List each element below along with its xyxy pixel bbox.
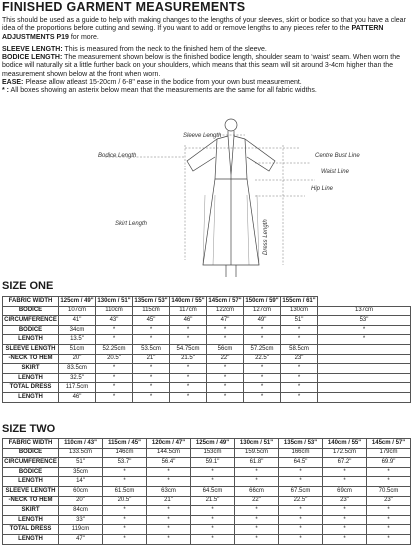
value-cell: * xyxy=(207,335,244,345)
table-row xyxy=(3,316,411,326)
value-cell: * xyxy=(323,525,367,535)
header-cell: 140cm / 55" xyxy=(323,439,367,449)
value-cell: 21.5" xyxy=(191,496,235,506)
value-cell: 61.5cm xyxy=(103,486,147,496)
value-cell: * xyxy=(191,506,235,516)
value-cell: 32.5" xyxy=(59,373,96,383)
table-row xyxy=(3,383,411,393)
value-cell: 69.9" xyxy=(367,458,411,468)
value-cell: 110cm xyxy=(96,306,133,316)
value-cell xyxy=(318,354,411,364)
value-cell: * xyxy=(103,477,147,487)
value-cell: * xyxy=(323,467,367,477)
size-one-heading: SIZE ONE xyxy=(2,280,54,292)
value-cell: * xyxy=(191,525,235,535)
table-row xyxy=(3,506,411,516)
value-cell: 52.25cm xyxy=(96,344,133,354)
value-cell: 51cm xyxy=(59,344,96,354)
sleeve-definition xyxy=(2,46,414,54)
table-row xyxy=(3,525,411,535)
value-cell: * xyxy=(279,515,323,525)
row-label-cell: BODICE xyxy=(3,448,59,458)
garment-diagram xyxy=(95,115,385,285)
header-cell: 135cm / 53" xyxy=(279,439,323,449)
value-cell: * xyxy=(147,515,191,525)
value-cell: * xyxy=(281,364,318,374)
size-two-table xyxy=(2,438,411,545)
value-cell: * xyxy=(244,373,281,383)
value-cell: 70.5cm xyxy=(367,486,411,496)
intro-p1-bold: PATTERN ADJUSTMENTS P19 xyxy=(2,25,384,41)
value-cell: * xyxy=(191,515,235,525)
value-cell: * xyxy=(103,467,147,477)
value-cell xyxy=(318,373,411,383)
row-label-cell: TOTAL DRESS xyxy=(3,383,59,393)
value-cell: * xyxy=(235,515,279,525)
value-cell: * xyxy=(279,477,323,487)
table-row xyxy=(3,364,411,374)
intro-p1: This should be used as a guide to help with making changes to the lengths of your sleeves, skirt or bodice so that you have a clear idea of the proportions before cutting and sewing. If you want to add or remove lengths to any pieces refer to the xyxy=(2,17,406,33)
value-cell: * xyxy=(147,506,191,516)
value-cell: 46" xyxy=(170,316,207,326)
value-cell: * xyxy=(147,467,191,477)
header-cell: FABRIC WIDTH xyxy=(3,297,59,307)
value-cell: 146cm xyxy=(103,448,147,458)
row-label-cell: SKIRT xyxy=(3,364,59,374)
row-label-cell: LENGTH xyxy=(3,335,59,345)
value-cell: 166cm xyxy=(279,448,323,458)
sleeve-length-label: Sleeve Length xyxy=(183,133,222,139)
value-cell: 115cm xyxy=(133,306,170,316)
waist-line-label: Waist Line xyxy=(321,169,349,175)
value-cell: * xyxy=(103,506,147,516)
value-cell: * xyxy=(244,392,281,402)
value-cell: 119cm xyxy=(59,525,103,535)
value-cell: 41" xyxy=(59,316,96,326)
value-cell: 130cm xyxy=(281,306,318,316)
value-cell: 20" xyxy=(59,496,103,506)
table-row xyxy=(3,354,411,364)
row-label-cell: BODICE xyxy=(3,325,59,335)
value-cell: * xyxy=(170,392,207,402)
value-cell: 21.5" xyxy=(170,354,207,364)
value-cell: 21" xyxy=(147,496,191,506)
value-cell: * xyxy=(103,515,147,525)
row-label-cell: BODICE xyxy=(3,467,59,477)
value-cell: * xyxy=(147,525,191,535)
value-cell: 14" xyxy=(59,477,103,487)
row-label-cell: SKIRT xyxy=(3,506,59,516)
value-cell xyxy=(318,392,411,402)
row-label-cell: LENGTH xyxy=(3,515,59,525)
table-row xyxy=(3,306,411,316)
value-cell: 35cm xyxy=(59,467,103,477)
value-cell: 127cm xyxy=(244,306,281,316)
value-cell: * xyxy=(244,325,281,335)
value-cell: * xyxy=(323,515,367,525)
value-cell: 83.5cm xyxy=(59,364,96,374)
header-cell: FABRIC WIDTH xyxy=(3,439,59,449)
value-cell: * xyxy=(281,383,318,393)
table-row xyxy=(3,496,411,506)
bodice-text: The measurement shown below is the finished bodice length, shoulder seam to ‘waist’ seam. When worn the bodice will naturally sit a little further back on your shoulders, which means that this seam will sit around 3-4cm higher than the measurement shown below at the front when worn. xyxy=(2,54,401,78)
value-cell: * xyxy=(281,325,318,335)
value-cell: 53.7" xyxy=(103,458,147,468)
dress-illustration xyxy=(95,115,385,285)
intro-paragraph xyxy=(2,17,414,42)
row-label-cell: -NECK TO HEM xyxy=(3,354,59,364)
value-cell: 61.8" xyxy=(235,458,279,468)
row-label-cell: CIRCUMFERENCE xyxy=(3,316,59,326)
row-label-cell: BODICE xyxy=(3,306,59,316)
header-cell: 145cm / 57" xyxy=(367,439,411,449)
value-cell: 45" xyxy=(133,316,170,326)
value-cell: * xyxy=(244,383,281,393)
value-cell: * xyxy=(133,335,170,345)
value-cell: 53.5cm xyxy=(133,344,170,354)
value-cell: 67.2" xyxy=(323,458,367,468)
sleeve-text: This is measured from the neck to the finished hem of the sleeve. xyxy=(62,45,267,53)
value-cell: * xyxy=(367,467,411,477)
value-cell: 84cm xyxy=(59,506,103,516)
value-cell: 20.5" xyxy=(103,496,147,506)
value-cell xyxy=(318,344,411,354)
value-cell: * xyxy=(281,392,318,402)
bodice-definition xyxy=(2,54,414,79)
value-cell: 34cm xyxy=(59,325,96,335)
header-cell: 120cm / 47" xyxy=(147,439,191,449)
value-cell: 58.5cm xyxy=(281,344,318,354)
value-cell: * xyxy=(207,392,244,402)
value-cell: * xyxy=(96,325,133,335)
value-cell: * xyxy=(133,364,170,374)
value-cell: * xyxy=(367,534,411,544)
value-cell: 159.5cm xyxy=(235,448,279,458)
value-cell: * xyxy=(279,506,323,516)
value-cell: 33" xyxy=(59,515,103,525)
value-cell: * xyxy=(367,506,411,516)
header-cell: 125cm / 49" xyxy=(59,297,96,307)
value-cell: 53" xyxy=(318,316,411,326)
table-row xyxy=(3,392,411,402)
value-cell: 57.25cm xyxy=(244,344,281,354)
value-cell: 23" xyxy=(281,354,318,364)
row-label-cell: SLEEVE LENGTH xyxy=(3,486,59,496)
value-cell: * xyxy=(133,383,170,393)
intro-text xyxy=(2,17,414,96)
page-title: FINISHED GARMENT MEASUREMENTS xyxy=(2,0,246,14)
value-cell: 60cm xyxy=(59,486,103,496)
value-cell: 20.5" xyxy=(96,354,133,364)
value-cell: 117.5cm xyxy=(59,383,96,393)
value-cell: * xyxy=(170,383,207,393)
value-cell: 22" xyxy=(207,354,244,364)
value-cell: * xyxy=(281,373,318,383)
asterisk-definition xyxy=(2,87,414,95)
value-cell: 66cm xyxy=(235,486,279,496)
header-cell: 130cm / 51" xyxy=(96,297,133,307)
value-cell: * xyxy=(279,467,323,477)
value-cell: * xyxy=(323,477,367,487)
value-cell: 54.75cm xyxy=(170,344,207,354)
value-cell: 23" xyxy=(323,496,367,506)
value-cell: * xyxy=(191,477,235,487)
value-cell: * xyxy=(367,477,411,487)
value-cell: 172.5cm xyxy=(323,448,367,458)
value-cell: * xyxy=(281,335,318,345)
table-row xyxy=(3,325,411,335)
table-row xyxy=(3,486,411,496)
value-cell: * xyxy=(170,364,207,374)
row-label-cell: LENGTH xyxy=(3,477,59,487)
value-cell: 179cm xyxy=(367,448,411,458)
value-cell: 64.5" xyxy=(279,458,323,468)
value-cell: * xyxy=(147,534,191,544)
value-cell: 22.5" xyxy=(279,496,323,506)
value-cell: * xyxy=(244,364,281,374)
bodice-term: BODICE LENGTH: xyxy=(2,54,63,62)
value-cell: * xyxy=(170,325,207,335)
value-cell: * xyxy=(318,335,411,345)
value-cell: * xyxy=(103,525,147,535)
header-cell: 150cm / 59" xyxy=(244,297,281,307)
value-cell: * xyxy=(367,525,411,535)
header-cell: 125cm / 49" xyxy=(191,439,235,449)
value-cell: 133.5cm xyxy=(59,448,103,458)
sleeve-term: SLEEVE LENGTH: xyxy=(2,45,63,53)
header-cell: 130cm / 51" xyxy=(235,439,279,449)
value-cell xyxy=(318,364,411,374)
value-cell: * xyxy=(133,373,170,383)
value-cell: * xyxy=(96,364,133,374)
value-cell: 59.1" xyxy=(191,458,235,468)
value-cell: 56.4" xyxy=(147,458,191,468)
size-one-table xyxy=(2,296,411,403)
value-cell: * xyxy=(318,325,411,335)
value-cell: 23" xyxy=(367,496,411,506)
value-cell: 144.5cm xyxy=(147,448,191,458)
table-header-row xyxy=(3,297,411,307)
value-cell: 56cm xyxy=(207,344,244,354)
value-cell: * xyxy=(170,335,207,345)
row-label-cell: TOTAL DRESS xyxy=(3,525,59,535)
value-cell: * xyxy=(191,467,235,477)
intro-p1-end: for more. xyxy=(68,33,99,41)
value-cell: 47" xyxy=(59,534,103,544)
table-row xyxy=(3,373,411,383)
value-cell: 13.5" xyxy=(59,335,96,345)
row-label-cell: -NECK TO HEM xyxy=(3,496,59,506)
header-cell: 110cm / 43" xyxy=(59,439,103,449)
header-cell: 145cm / 57" xyxy=(207,297,244,307)
ease-text: Please allow atleast 15-20cm / 6-8" ease in the bodice from your own bust measurement. xyxy=(23,79,302,87)
value-cell: * xyxy=(207,325,244,335)
value-cell: * xyxy=(207,383,244,393)
value-cell: * xyxy=(323,506,367,516)
value-cell: * xyxy=(367,515,411,525)
row-label-cell: CIRCUMFERENCE xyxy=(3,458,59,468)
value-cell: * xyxy=(103,534,147,544)
table-row xyxy=(3,448,411,458)
table-row xyxy=(3,534,411,544)
dress-length-label: Dress Length xyxy=(263,219,269,255)
table-row xyxy=(3,458,411,468)
asterisk-term: * : xyxy=(2,87,9,95)
value-cell: * xyxy=(323,534,367,544)
value-cell: * xyxy=(235,477,279,487)
value-cell: 46" xyxy=(59,392,96,402)
value-cell: * xyxy=(235,467,279,477)
value-cell: * xyxy=(96,383,133,393)
value-cell: 47" xyxy=(207,316,244,326)
value-cell: * xyxy=(133,392,170,402)
ease-definition xyxy=(2,79,414,87)
value-cell: 63cm xyxy=(147,486,191,496)
value-cell: * xyxy=(96,373,133,383)
table-row xyxy=(3,335,411,345)
value-cell: 64.5cm xyxy=(191,486,235,496)
value-cell: 51" xyxy=(281,316,318,326)
value-cell: 49" xyxy=(244,316,281,326)
value-cell: * xyxy=(235,525,279,535)
value-cell: * xyxy=(133,325,170,335)
value-cell: 117cm xyxy=(170,306,207,316)
row-label-cell: LENGTH xyxy=(3,392,59,402)
value-cell: 51" xyxy=(59,458,103,468)
value-cell: * xyxy=(279,525,323,535)
value-cell xyxy=(318,383,411,393)
size-two-heading: SIZE TWO xyxy=(2,423,56,435)
value-cell: * xyxy=(207,373,244,383)
value-cell: * xyxy=(96,335,133,345)
table-row xyxy=(3,515,411,525)
value-cell: * xyxy=(96,392,133,402)
centre-bust-label: Centre Bust Line xyxy=(315,153,360,159)
bodice-length-label: Bodice Length xyxy=(98,153,137,159)
value-cell: * xyxy=(191,534,235,544)
value-cell: 69cm xyxy=(323,486,367,496)
table-header-row xyxy=(3,439,411,449)
row-label-cell: SLEEVE LENGTH xyxy=(3,344,59,354)
value-cell: 20" xyxy=(59,354,96,364)
value-cell: 122cm xyxy=(207,306,244,316)
hip-line-label: Hip Line xyxy=(311,186,334,192)
value-cell: * xyxy=(170,373,207,383)
row-label-cell: LENGTH xyxy=(3,534,59,544)
value-cell: * xyxy=(279,534,323,544)
value-cell: * xyxy=(147,477,191,487)
value-cell: 153cm xyxy=(191,448,235,458)
value-cell: 137cm xyxy=(318,306,411,316)
header-cell: 155cm / 61" xyxy=(281,297,318,307)
value-cell: * xyxy=(235,506,279,516)
table-row xyxy=(3,477,411,487)
table-row xyxy=(3,467,411,477)
table-row xyxy=(3,344,411,354)
value-cell: 67.5cm xyxy=(279,486,323,496)
ease-term: EASE: xyxy=(2,79,24,87)
value-cell: 43" xyxy=(96,316,133,326)
value-cell: 22.5" xyxy=(244,354,281,364)
header-cell: 140cm / 55" xyxy=(170,297,207,307)
header-cell: 135cm / 53" xyxy=(133,297,170,307)
row-label-cell: LENGTH xyxy=(3,373,59,383)
asterisk-text: All boxes showing an asterix below mean that the measurements are the same for all fabric widths. xyxy=(9,87,317,95)
value-cell: * xyxy=(207,364,244,374)
header-cell: 115cm / 45" xyxy=(103,439,147,449)
value-cell: 22" xyxy=(235,496,279,506)
value-cell: 21" xyxy=(133,354,170,364)
value-cell: 107cm xyxy=(59,306,96,316)
skirt-length-label: Skirt Length xyxy=(115,221,148,227)
value-cell: * xyxy=(244,335,281,345)
value-cell: * xyxy=(235,534,279,544)
